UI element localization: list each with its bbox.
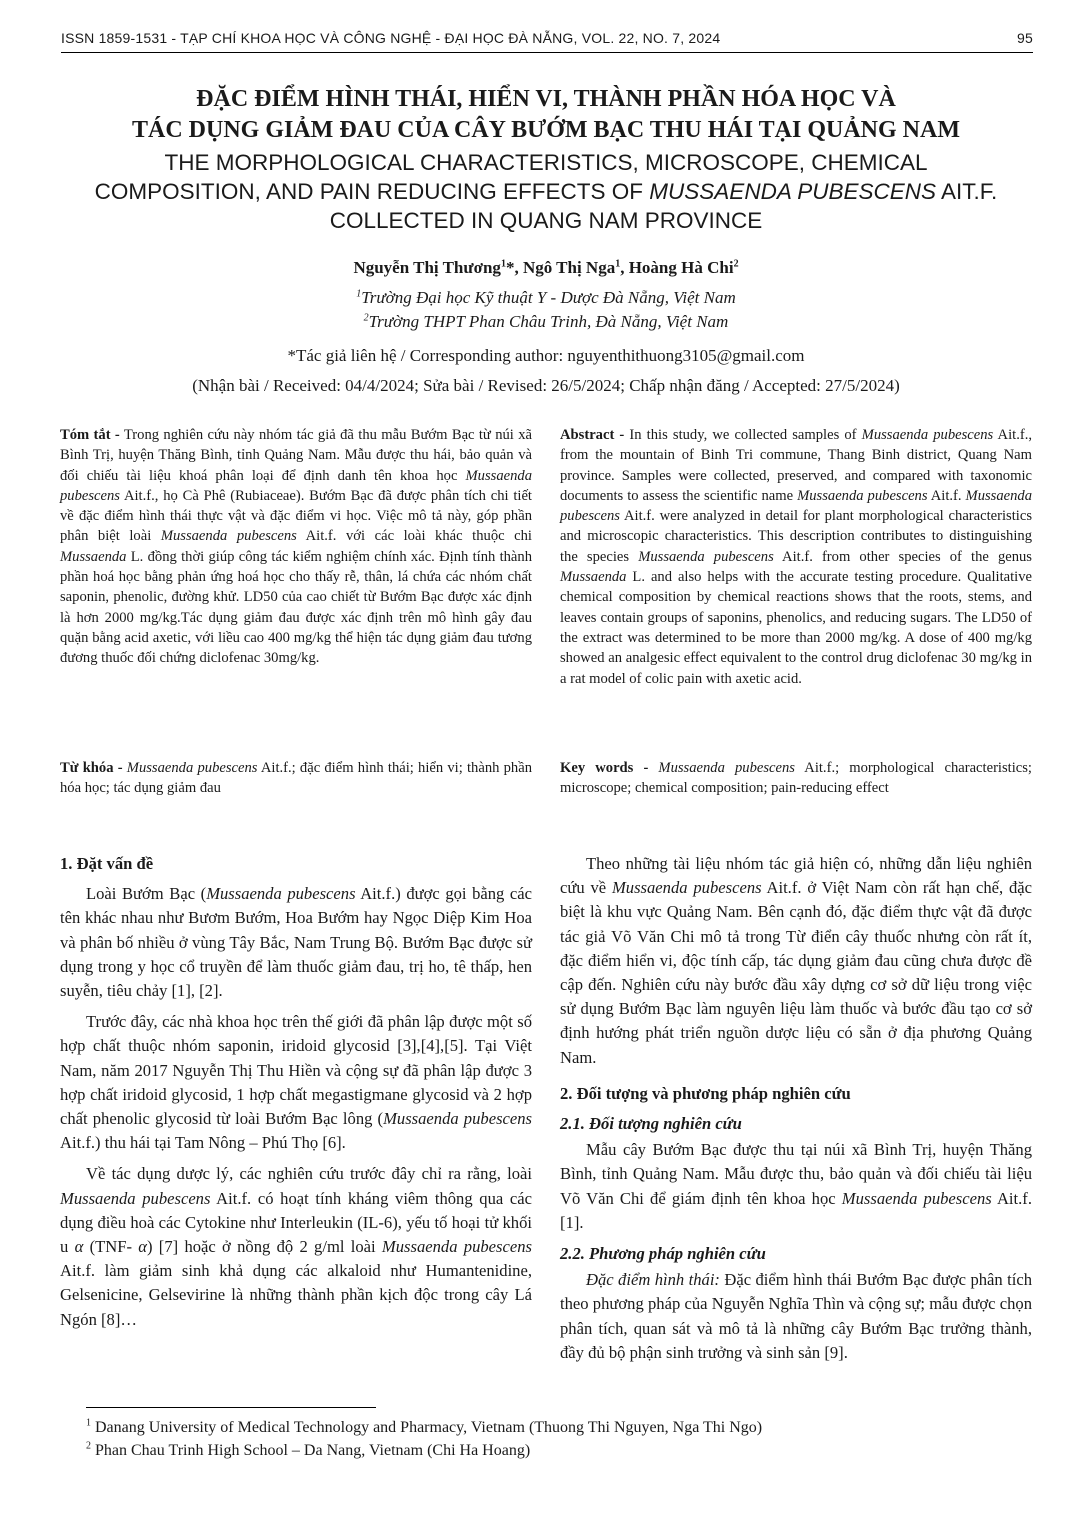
paragraph-text: Loài Bướm Bạc ( — [86, 884, 207, 904]
affiliation-2-sup: 2 — [363, 312, 369, 324]
section-2-2-heading: 2.2. Phương pháp nghiên cứu — [560, 1244, 766, 1264]
affiliation-1-sup: 1 — [356, 288, 362, 300]
author-sep: , — [620, 258, 629, 277]
author-list — [60, 256, 1032, 280]
title-en-line3: COLLECTED IN QUANG NAM PROVINCE — [329, 208, 763, 233]
footnote-2-sup: 2 — [86, 1440, 91, 1452]
author-3-sup: 2 — [733, 258, 739, 270]
footnote-2 — [86, 1440, 530, 1462]
alpha-italic: α — [74, 1237, 84, 1257]
footnote-divider — [86, 1407, 376, 1408]
subheading-italic: Đặc điểm hình thái: — [586, 1270, 720, 1290]
paragraph — [560, 1138, 1032, 1235]
abstract-vietnamese — [60, 425, 532, 669]
journal-info: ISSN 1859-1531 - TẠP CHÍ KHOA HỌC VÀ CÔNG NGHỆ - ĐẠI HỌC ĐÀ NẴNG, VOL. 22, NO. 7, 2024 — [61, 30, 721, 46]
author-2-sup: 1 — [615, 258, 621, 270]
title-en-species: MUSSAENDA PUBESCENS — [649, 179, 937, 204]
species-italic: Mussaenda pubescens — [611, 878, 762, 898]
page-number: 95 — [1017, 30, 1033, 46]
paragraph-text: Ait.f. làm giảm sinh khả dụng các alkaloid như Humantenidine, Gelsenicine, Gelsevirine là những thành phần kịch độc trong cây Lá Ngón [8]… — [60, 1261, 532, 1329]
species-italic: Mussaenda pubescens — [861, 427, 994, 443]
author-2: Ngô Thị Nga — [522, 258, 616, 277]
section-2-1-heading: 2.1. Đối tượng nghiên cứu — [560, 1114, 742, 1134]
affiliation-2 — [60, 310, 1032, 333]
alpha-italic: α — [138, 1237, 147, 1257]
paragraph-text: Ait.f.) thu hái tại Tam Nông – Phú Thọ [6]. — [60, 1133, 346, 1153]
paragraph-text: Trước đây, các nhà khoa học trên thế giới đã phân lập được một số hợp chất thuộc nhóm saponin, iridoid glycosid [3],[4],[5]. Tại Việt Nam, năm 2017 Nguyễn Thị Thu Hiền và cộng sự đã phân lập được 3 hợp chất iridoid glycosid, 1 hợp chất megastigmane glycosid và 2 hợp chất phenolic glycosid từ loài Bướm Bạc lông ( — [60, 1012, 532, 1129]
author-3: Hoàng Hà Chi — [628, 258, 734, 277]
keywords-vi-label: Từ khóa - — [60, 760, 123, 776]
author-1: Nguyễn Thị Thương — [353, 258, 501, 277]
abstract-english — [560, 425, 1032, 689]
genus-italic: Mussaenda — [560, 569, 627, 586]
abstract-en-label: Abstract - — [560, 427, 625, 443]
abstract-en-text: In this study, we collected samples of — [624, 427, 862, 443]
species-italic: Mussaenda pubescens — [383, 1109, 533, 1129]
abstract-vi-text: Ait.f., họ Cà Phê (Rubiaceae). Bướm Bạc đã được phân tích chi tiết về đặc điểm hình thái thực vật và đặc điểm vi học. Việc mô tả này, góp phần phân biệt loài — [60, 487, 532, 545]
title-vietnamese — [60, 84, 1032, 146]
species-italic: Mussaenda pubescens — [206, 884, 356, 904]
paragraph — [60, 882, 532, 1003]
abstract-en-text: Ait.f. from other species of the genus — [773, 548, 1032, 565]
species-italic: Mussaenda pubescens — [60, 467, 532, 504]
paragraph-text: Ait.f.) được gọi bằng các tên khác nhau như Bươm Bướm, Hoa Bướm hay Ngọc Diệp Kim Hoa và phân bố nhiều ở vùng Tây Bắc, Nam Trung Bộ. Bướm Bạc được sử dụng trong y học cổ truyền để làm thuốc giảm đau, trị ho, tê thấp, hen suyễn, tiêu chảy [1], [2]. — [60, 884, 533, 1001]
author-1-star: *, — [505, 258, 523, 277]
body-left-column — [60, 852, 532, 1339]
title-en-line2-end: AIT.F. — [936, 179, 998, 204]
keywords-vietnamese — [60, 758, 532, 799]
title-english — [60, 148, 1032, 235]
species-italic: Mussaenda pubescens — [160, 528, 297, 545]
keywords-en-text: Ait.f.; morphological characteristics; microscope; chemical composition; pain-reducing effect — [560, 760, 1032, 797]
abstract-en-text: Ait.f., from the mountain of Binh Tri commune, Thang Binh district, Quang Nam province. Samples were collected, preserved, and compared with taxonomic documents to assess the scientific name — [560, 427, 1032, 504]
paragraph-text: Ait.f. [1]. — [560, 1188, 1032, 1232]
section-2-heading: 2. Đối tượng và phương pháp nghiên cứu — [560, 1083, 851, 1103]
abstract-vi-text: Trong nghiên cứu này nhóm tác giả đã thu mẫu Bướm Bạc từ núi xã Bình Trị, huyện Thăng Bình, tỉnh Quảng Nam. Mẫu được thu hái, bảo quản và đối chiếu tài liệu khoá phân loại để định danh tên khoa học — [60, 427, 532, 484]
species-italic: Mussaenda pubescens — [638, 548, 774, 565]
paragraph — [560, 1268, 1032, 1365]
abstract-en-text: Ait.f. — [927, 487, 966, 504]
paragraph — [560, 852, 1032, 1070]
section-1-heading: 1. Đặt vấn đề — [60, 854, 154, 873]
species-italic: Mussaenda pubescens — [648, 760, 795, 776]
title-vi-line1: ĐẶC ĐIỂM HÌNH THÁI, HIỂN VI, THÀNH PHẦN HÓA HỌC VÀ — [196, 86, 896, 112]
corresponding-author: *Tác giả liên hệ / Corresponding author: nguyenthithuong3105@gmail.com — [287, 346, 805, 365]
species-italic: Mussaenda pubescens — [841, 1188, 992, 1208]
title-en-line1: THE MORPHOLOGICAL CHARACTERISTICS, MICROSCOPE, CHEMICAL — [164, 150, 928, 175]
abstract-vi-text: L. đồng thời giúp công tác kiểm nghiệm chính xác. Định tính thành phần hoá học bằng phản ứng hoá học cho thấy rễ, thân, lá chứa các nhóm chất saponin, phenolic, đường khử. LD50 của cao chiết từ Bướm Bạc được xác định là hơn 2000 mg/kg.Tác dụng giảm đau được xác định trên mô hình gây đau quặn bằng acid axetic, với liều cao 400 mg/kg thể hiện tác dụng giảm đau tương đương thuốc đối chứng diclofenac 30mg/kg. — [60, 548, 532, 667]
species-italic: Mussaenda pubescens — [797, 487, 928, 504]
keywords-vi-text: Ait.f.; đặc điểm hình thái; hiển vi; thành phần hóa học; tác dụng giảm đau — [60, 760, 532, 797]
paragraph-text: ) [7] hoặc ở nồng độ 2 g/ml loài — [147, 1237, 382, 1257]
species-italic: Mussaenda pubescens — [381, 1237, 532, 1257]
abstract-vi-label: Tóm tắt - — [60, 427, 120, 443]
paragraph-text: Về tác dụng dược lý, các nghiên cứu trước đây chỉ ra rằng, loài — [86, 1164, 532, 1184]
abstract-en-text: Ait.f. were analyzed in detail for plant morphological characteristics and microscopic characteristics. This description contributes to distinguishing the species — [560, 508, 1032, 565]
paragraph-text: Ait.f. ở Việt Nam còn rất hạn chế, đặc biệt là khu vực Quảng Nam. Bên cạnh đó, đặc điểm thực vật đã được tác giả Võ Văn Chi mô tả trong Từ điển cây thuốc nhưng còn rất ít, đặc điểm hiển vi, độc tính cấp, tác dụng giảm đau cũng chưa được đề cập đến. Nghiên cứu này bước đầu xây dựng cơ sở dữ liệu trong việc sử dụng Bướm Bạc làm nguyên liệu làm thuốc và bước đầu tạo cơ sở định hướng phát triển nguồn dược liệu có sẵn ở địa phương Quảng Nam. — [560, 878, 1032, 1067]
species-italic: Mussaenda pubescens — [122, 760, 258, 776]
affiliation-1 — [60, 286, 1032, 309]
footnote-1-sup: 1 — [86, 1417, 91, 1429]
title-vi-line2: TÁC DỤNG GIẢM ĐAU CỦA CÂY BƯỚM BẠC THU HÁI TẠI QUẢNG NAM — [131, 117, 960, 143]
affiliation-2-text: Trường THPT Phan Châu Trinh, Đà Nẵng, Việt Nam — [368, 312, 729, 331]
title-en-line2 — [60, 177, 1032, 206]
body-right-column — [560, 852, 1032, 1372]
paragraph-text: Theo những tài liệu nhóm tác giả hiện có, những dẫn liệu nghiên cứu về — [560, 854, 1032, 898]
affiliation-1-text: Trường Đại học Kỹ thuật Y - Dược Đà Nẵng, Việt Nam — [361, 288, 736, 307]
keywords-english — [560, 758, 1032, 799]
footnote-1 — [86, 1417, 762, 1439]
paragraph-text: Mẫu cây Bướm Bạc được thu tại núi xã Bình Trị, huyện Thăng Bình, tỉnh Quảng Nam. Mẫu được thu, bảo quản và đối chiếu tài liệu Võ Văn Chi để giám định tên khoa học — [560, 1140, 1032, 1208]
running-header — [61, 30, 1033, 53]
abstract-vi-text: Ait.f. với các loài khác thuộc chi — [296, 528, 532, 545]
paragraph-text: Đặc điểm hình thái Bướm Bạc được phân tích theo phương pháp của Nguyễn Nghĩa Thìn và cộng sự; mẫu được chọn phân tích, quan sát và mô tả là những cây Bướm Bạc trưởng thành, đầy đủ bộ phận sinh trưởng và sinh sản [9]. — [560, 1270, 1032, 1362]
author-1-sup: 1 — [500, 258, 506, 270]
footnote-1-text: Danang University of Medical Technology and Pharmacy, Vietnam (Thuong Thi Nguyen, Nga Thi Ngo) — [91, 1419, 763, 1436]
paragraph — [60, 1162, 532, 1331]
title-en-line2-text: COMPOSITION, AND PAIN REDUCING EFFECTS OF — [94, 179, 650, 204]
species-italic: Mussaenda pubescens — [60, 1188, 211, 1208]
genus-italic: Mussaenda — [60, 548, 127, 565]
footnote-2-text: Phan Chau Trinh High School – Da Nang, Vietnam (Chi Ha Hoang) — [91, 1442, 531, 1459]
keywords-en-label: Key words - — [560, 760, 649, 776]
paragraph-text: Ait.f. có hoạt tính kháng viêm thông qua các dụng điều hoà các Cytokine như Interleukin (IL-6), yếu tố hoại tử khối u — [60, 1188, 532, 1257]
paragraph — [60, 1010, 532, 1155]
abstract-en-text: L. and also helps with the accurate testing procedure. Qualitative chemical composition by chemical reactions shows that the roots, stems, and leaves contain groups of saponins, phenolics, and reducing sugars. The LD50 of the extract was determined to be more than 2000 mg/kg. A dose of 400 mg/kg showed an analgesic effect equivalent to the control drug diclofenac 30 mg/kg in a rat model of colic pain with axetic acid. — [560, 569, 1032, 687]
species-italic: Mussaenda pubescens — [560, 487, 1033, 525]
submission-dates: (Nhận bài / Received: 04/4/2024; Sửa bài / Revised: 26/5/2024; Chấp nhận đăng / Accepted: 27/5/2024) — [192, 376, 900, 395]
paragraph-text: (TNF- — [83, 1237, 139, 1257]
